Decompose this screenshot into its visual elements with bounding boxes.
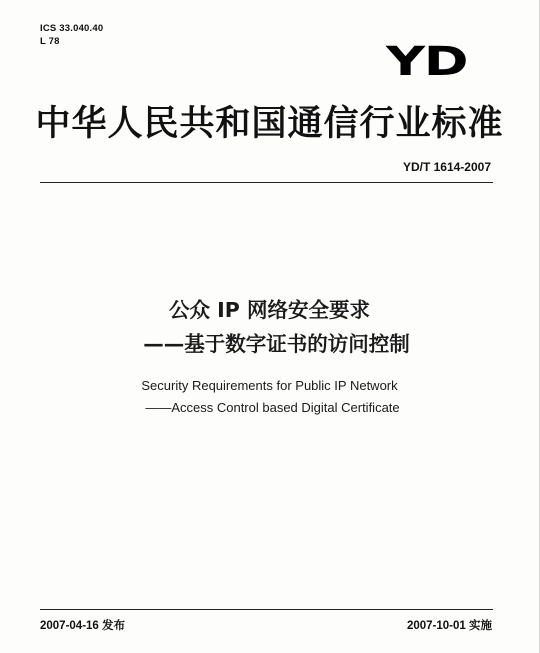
chinese-title-line-1: 公众 IP 网络安全要求 bbox=[169, 298, 370, 322]
english-title-line-1: Security Requirements for Public IP Network bbox=[141, 378, 398, 393]
ccs-code: L 78 bbox=[40, 36, 60, 47]
standard-number: YD/T 1614-2007 bbox=[402, 160, 491, 174]
classification-codes bbox=[40, 22, 103, 48]
issue-date: 2007-04-16 发布 bbox=[40, 620, 126, 632]
yd-logo: YD bbox=[385, 39, 467, 85]
header-divider bbox=[40, 182, 493, 183]
ics-code: ICS 33.040.40 bbox=[40, 23, 104, 34]
english-title-line-2: ——Access Control based Digital Certificate bbox=[145, 400, 400, 415]
chinese-title-line-2: ——基于数字证书的访问控制 bbox=[143, 332, 410, 356]
footer-divider bbox=[40, 609, 493, 610]
implementation-date: 2007-10-01 实施 bbox=[406, 620, 492, 632]
organization-title: 中华人民共和国通信行业标准 bbox=[35, 104, 504, 144]
